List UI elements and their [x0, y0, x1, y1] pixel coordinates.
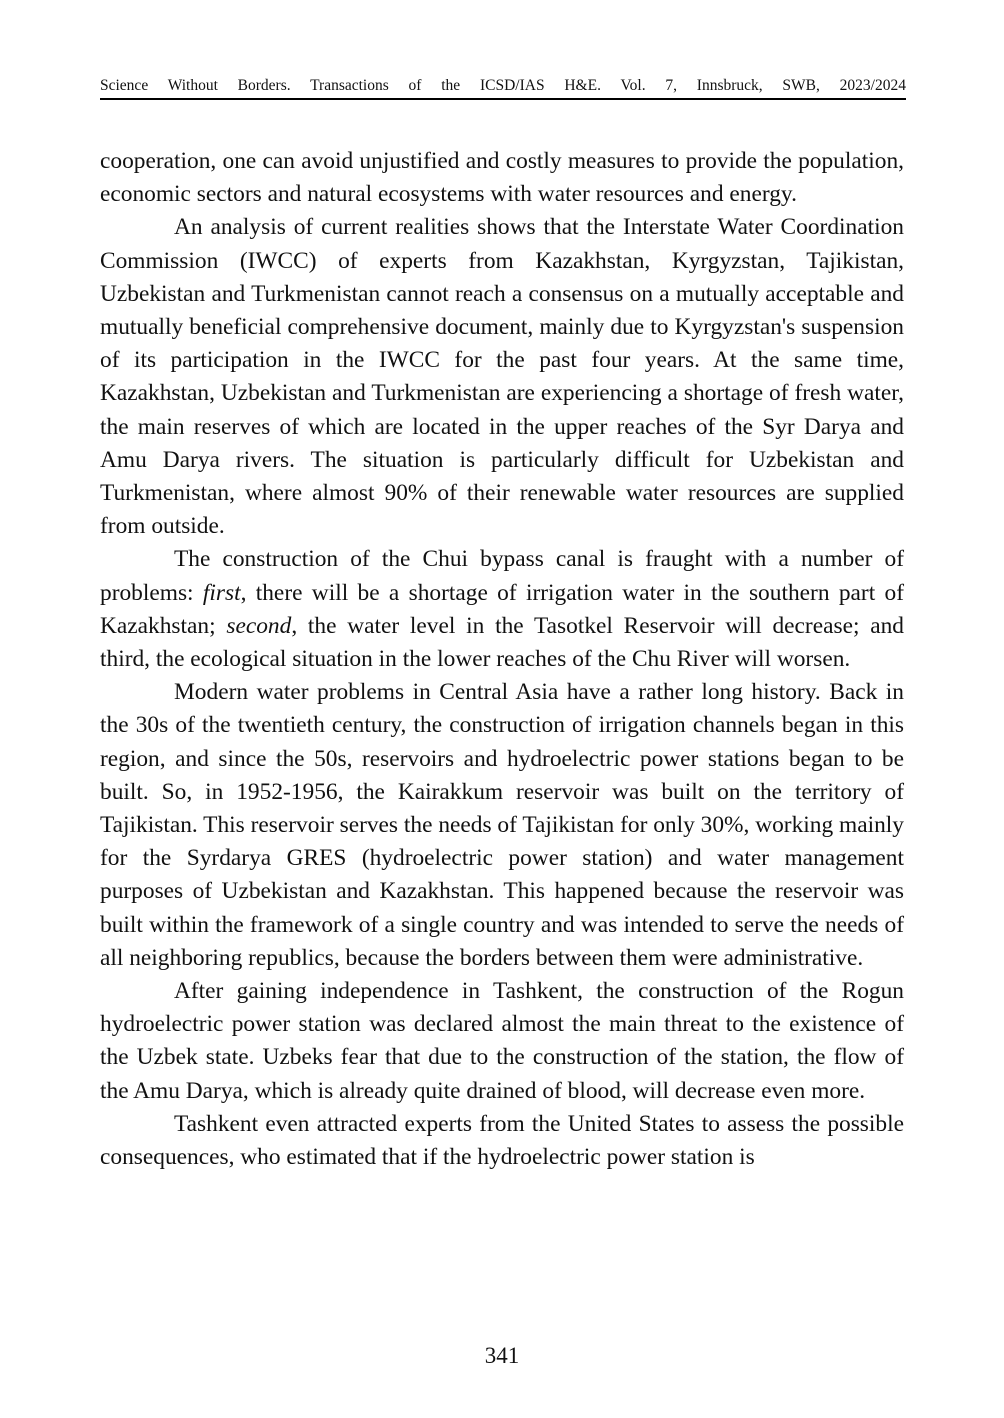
chui-text-part-3: , the water level in the Tasotkel Reservoir will decrease; and third, the ecological situation in the lower reaches of the Chu River will worsen. [100, 612, 904, 673]
paragraph-continued: cooperation, one can avoid unjustified and costly measures to provide the population, economic sectors and natural ecosystems with water resources and energy. [100, 148, 904, 208]
running-title: Science Without Borders. Transactions of the ICSD/IAS H&E. Vol. 7, Innsbruck, SWB, 2023/2024 [100, 77, 906, 94]
article-body [100, 145, 904, 1174]
paragraph-water-history: Modern water problems in Central Asia have a rather long history. Back in the 30s of the twentieth century, the construction of irrigation channels began in this region, and since the 50s, reservoirs and hydroelectric power stations began to be built. So, in 1952-1956, the Kairakkum reservoir was built on the territory of Tajikistan. This reservoir serves the needs of Tajikistan for only 30%, working mainly for the Syrdarya GRES (hydroelectric power station) and water management purposes of Uzbekistan and Kazakhstan. This happened because the reservoir was built within the framework of a single country and was intended to serve the needs of all neighboring republics, because the borders between them were administrative. [100, 679, 904, 971]
chui-text-part-2: , there will be a shortage of irrigation water in the southern part of Kazakhstan; [100, 579, 904, 639]
chui-text-part-1: The construction of the Chui bypass canal is fraught with a number of problems: [100, 546, 904, 606]
paragraph-us-experts: Tashkent even attracted experts from the United States to assess the possible consequences, who estimated that if the hydroelectric power station is [100, 1110, 904, 1171]
paragraph-rogun-threat: After gaining independence in Tashkent, the construction of the Rogun hydroelectric power station was declared almost the main threat to the existence of the Uzbek state. Uzbeks fear that due to the construction of the station, the flow of the Amu Darya, which is already quite drained of blood, will decrease even more. [100, 978, 904, 1104]
chui-emphasis-first: first [202, 579, 241, 606]
paragraph-iwcc-analysis: An analysis of current realities shows that the Interstate Water Coordination Commission (IWCC) of experts from Kazakhstan, Kyrgyzstan, Tajikistan, Uzbekistan and Turkmenistan cannot reach a consensus on a mutually acceptable and mutually beneficial comprehensive document, mainly due to Kyrgyzstan's suspension of its participation in the IWCC for the past four years. At the same time, Kazakhstan, Uzbekistan and Turkmenistan are experiencing a shortage of fresh water, the main reserves of which are located in the upper reaches of the Syr Darya and Amu Darya rivers. The situation is particularly difficult for Uzbekistan and Turkmenistan, where almost 90% of their renewable water resources are supplied from outside. [100, 214, 904, 540]
running-header [100, 76, 906, 100]
page-number: 341 [484, 1343, 520, 1368]
chui-emphasis-second: second [226, 612, 292, 639]
paragraph-chui-canal [100, 543, 904, 676]
